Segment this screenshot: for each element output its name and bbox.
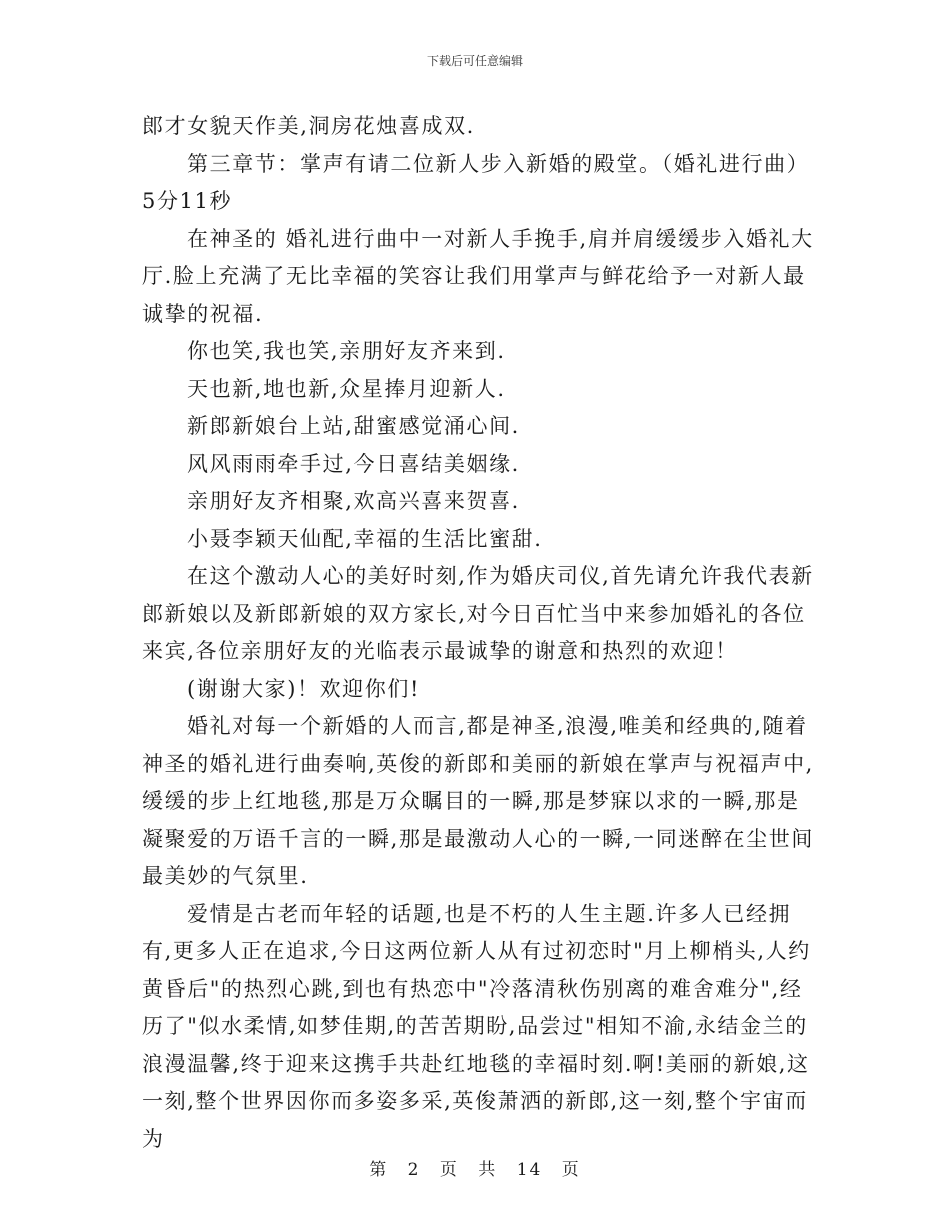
footer-total-pages: 14 — [516, 1160, 543, 1180]
page-footer — [0, 1155, 950, 1180]
poem-line-2: 天也新,地也新,众星捧月迎新人. — [187, 376, 506, 401]
paragraph-2: 第三章节：掌声有请二位新人步入新婚的殿堂。（婚礼进行曲）5分11秒 — [142, 151, 810, 213]
paragraph-1: 郎才女貌天作美,洞房花烛喜成双. — [142, 114, 475, 138]
paragraph-love: 爱情是古老而年轻的话题,也是不朽的人生主题.许多人已经拥有,更多人正在追求,今日这两位新人从有过初恋时"月上柳梢头,人约黄昏后"的热烈心跳,到也有热恋中"冷落清秋伤别离的难舍难分",经历了"似水柔情,如梦佳期,的苦苦期盼,品尝过"相知不渝,永结金兰的浪漫温馨,终于迎来这携手共赴红地毯的幸福时刻.啊!美丽的新娘,这一刻,整个世界因你而多姿多采,英俊萧洒的新郎,这一刻,整个宇宙而为 — [142, 901, 811, 1151]
poem-line-4: 风风雨雨牵手过,今日喜结美姻缘. — [187, 451, 520, 476]
footer-current-page: 2 — [407, 1160, 421, 1180]
document-body — [142, 108, 814, 1158]
paragraph-welcome: 在这个激动人心的美好时刻,作为婚庆司仪,首先请允许我代表新郎新娘以及新郎新娘的双方家长,对今日百忙当中来参加婚礼的各位来宾,各位亲朋好友的光临表示最诚挚的谢意和热烈的欢迎！ — [142, 564, 814, 663]
footer-prefix: 第 — [369, 1160, 389, 1180]
footer-total-word: 共 — [478, 1160, 498, 1180]
paragraph-3: 在神圣的 婚礼进行曲中一对新人手挽手,肩并肩缓缓步入婚礼大厅.脸上充满了无比幸福的笑容让我们用掌声与鲜花给予一对新人最诚挚的祝福. — [142, 226, 814, 326]
footer-suffix: 页 — [561, 1160, 581, 1180]
poem-line-5: 亲朋好友齐相聚,欢高兴喜来贺喜. — [187, 489, 520, 513]
page-header: 下载后可任意编辑 — [426, 54, 523, 68]
poem-line-1: 你也笑,我也笑,亲朋好友齐来到. — [187, 339, 506, 363]
poem-line-3: 新郎新娘台上站,甜蜜感觉涌心间. — [187, 414, 520, 438]
footer-page-word: 页 — [439, 1160, 459, 1180]
paragraph-thanks: (谢谢大家)！欢迎你们! — [187, 676, 421, 701]
paragraph-wedding: 婚礼对每一个新婚的人而言,都是神圣,浪漫,唯美和经典的,随着神圣的婚礼进行曲奏响,英俊的新郎和美丽的新娘在掌声与祝福声中,缓缓的步上红地毯,那是万众瞩目的一瞬,那是梦寐以求的一瞬,那是凝聚爱的万语千言的一瞬,那是最激动人心的一瞬,一同迷醉在尘世间最美妙的气氛里. — [142, 714, 814, 888]
poem-line-6: 小聂李颖天仙配,幸福的生活比蜜甜. — [187, 526, 543, 551]
